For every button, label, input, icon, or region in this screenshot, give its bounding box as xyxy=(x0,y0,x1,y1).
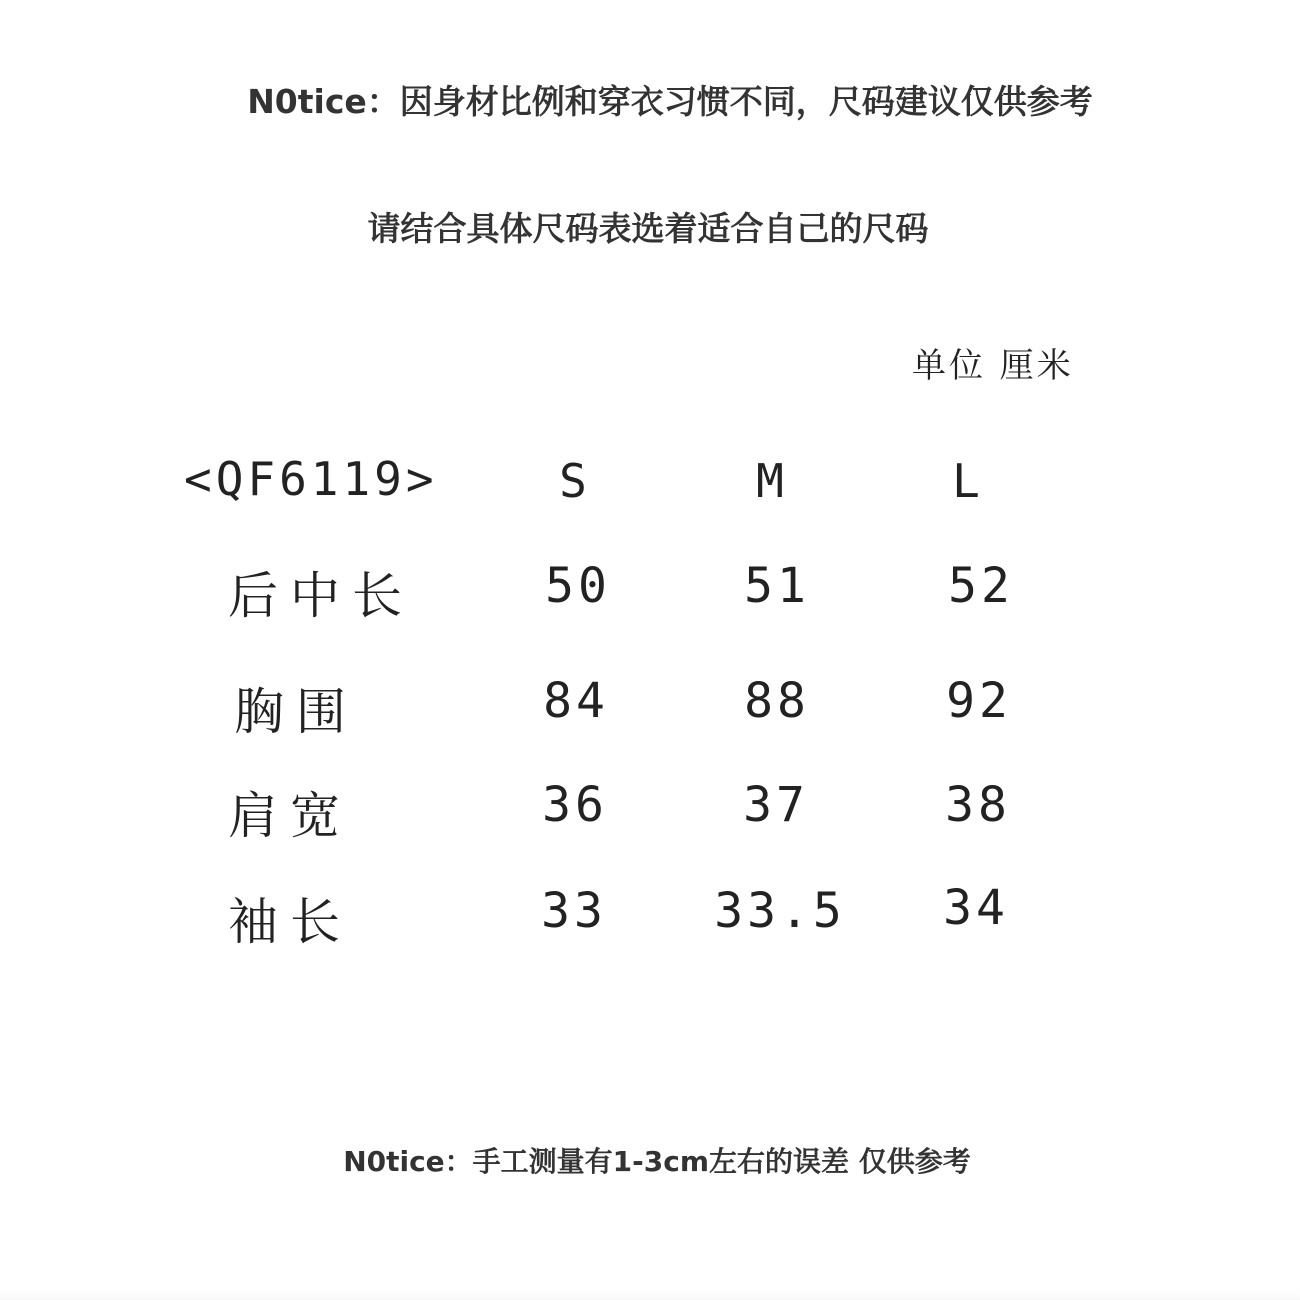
cell-value: 84 xyxy=(543,673,609,729)
cell-value: 50 xyxy=(545,558,611,614)
cell-value: 38 xyxy=(945,777,1011,833)
row-label-sleeve: 袖长 xyxy=(228,893,352,951)
column-header-l: L xyxy=(952,454,984,508)
notice-bottom: N0tice：手工测量有1-3cm左右的误差 仅供参考 xyxy=(343,1145,971,1178)
column-header-m: M xyxy=(756,454,788,508)
cell-value: 33.5 xyxy=(714,883,846,939)
row-label-shoulder: 肩宽 xyxy=(228,787,352,845)
row-label-back-length: 后中长 xyxy=(228,567,414,625)
cell-value: 52 xyxy=(948,558,1014,614)
cell-value: 37 xyxy=(743,777,809,833)
notice-line-2: 请结合具体尺码表选着适合自己的尺码 xyxy=(367,209,929,248)
cell-value: 33 xyxy=(541,883,607,939)
notice-line-1: N0tice：因身材比例和穿衣习惯不同，尺码建议仅供参考 xyxy=(247,82,1093,121)
cell-value: 92 xyxy=(946,673,1012,729)
cell-value: 51 xyxy=(744,558,810,614)
row-label-chest: 胸围 xyxy=(234,683,358,741)
column-header-s: S xyxy=(559,454,591,508)
cell-value: 36 xyxy=(542,777,608,833)
model-number: <QF6119> xyxy=(184,452,438,506)
unit-label: 单位 厘米 xyxy=(912,346,1074,386)
cell-value: 88 xyxy=(744,673,810,729)
cell-value: 34 xyxy=(943,880,1009,936)
